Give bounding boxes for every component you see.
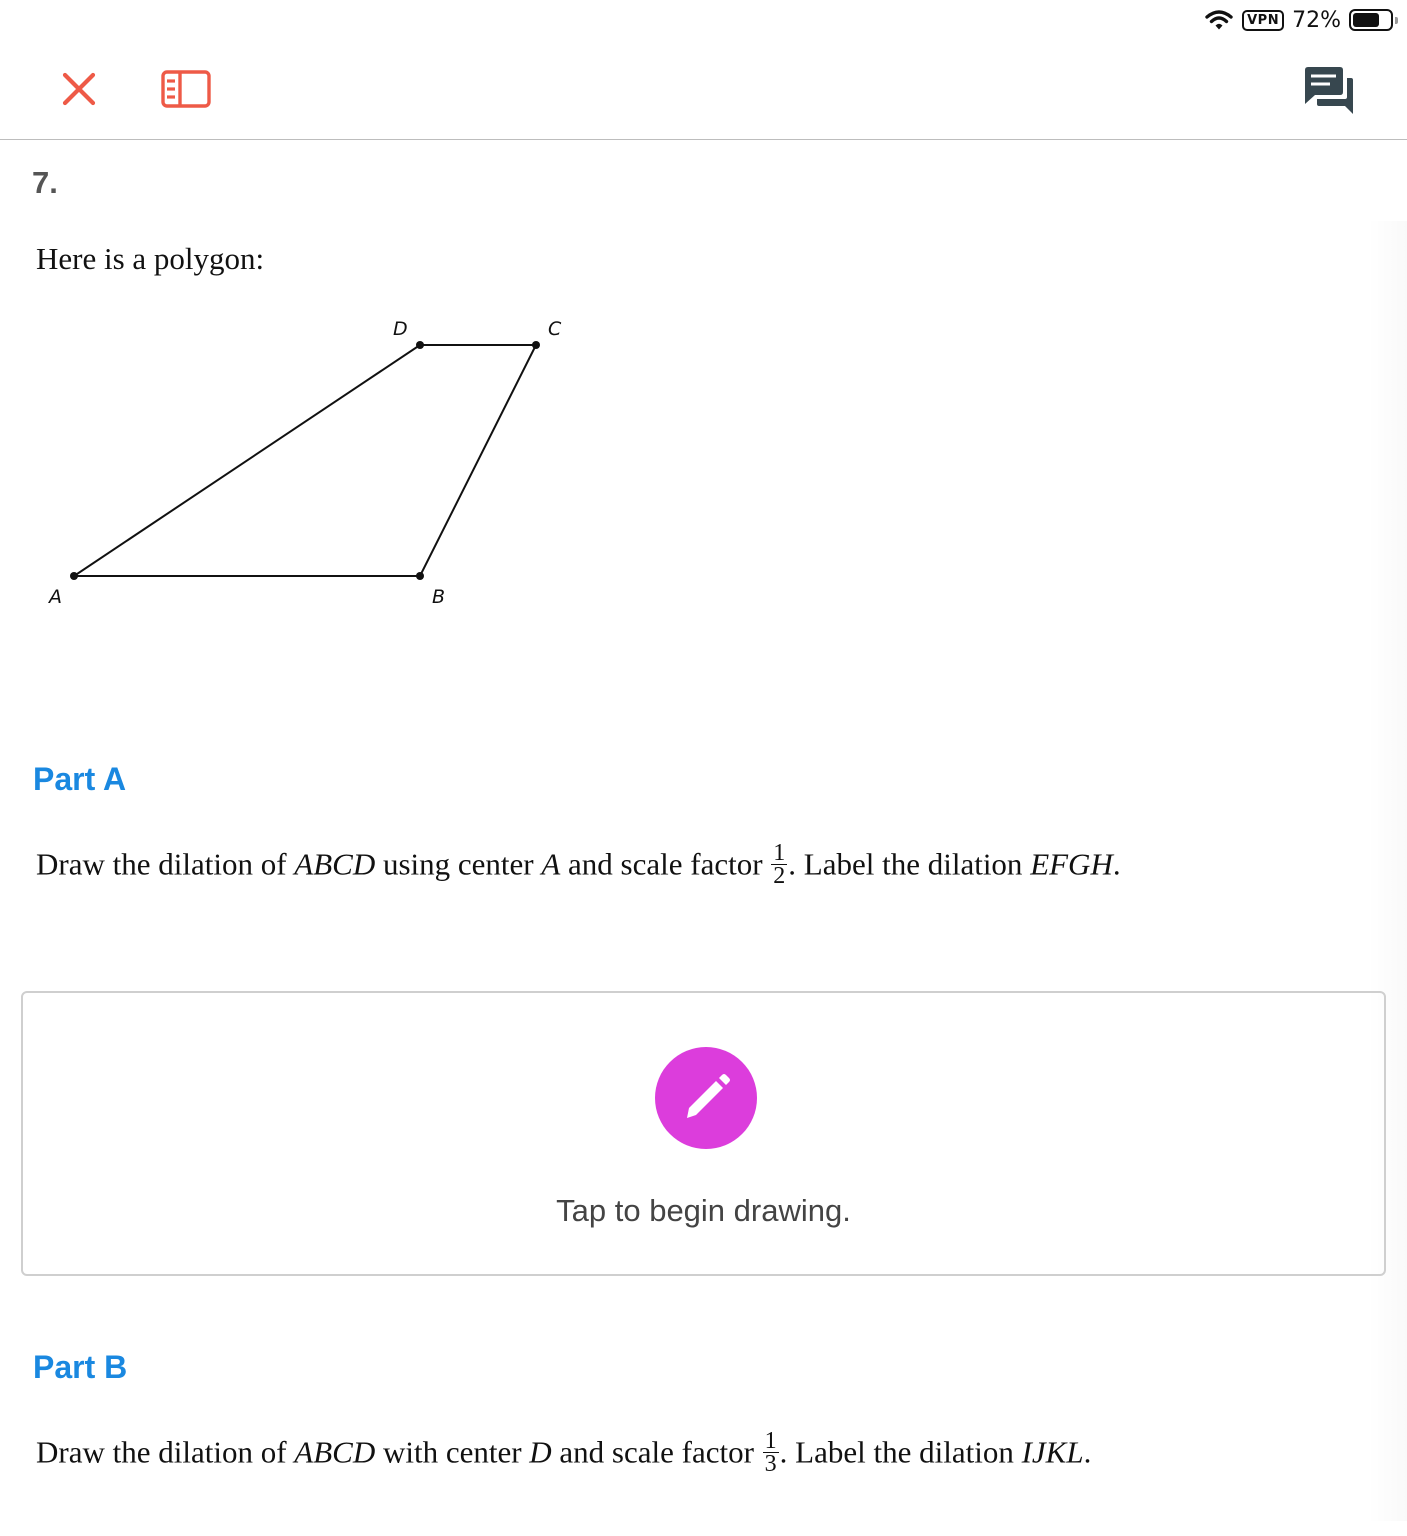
drawing-area[interactable] <box>21 991 1386 1276</box>
close-button[interactable] <box>56 66 102 112</box>
wifi-icon <box>1204 9 1234 31</box>
scale-factor-fraction <box>763 1430 779 1475</box>
part-a-prompt <box>36 840 1121 890</box>
close-icon <box>61 71 97 107</box>
fraction-numerator: 1 <box>764 1428 777 1454</box>
status-bar <box>0 0 1407 40</box>
label-d: D <box>393 318 408 340</box>
battery-percent: 72% <box>1292 7 1341 33</box>
part-b-prompt <box>36 1428 1092 1478</box>
fraction-denominator: 3 <box>764 1451 777 1477</box>
center-point: D <box>529 1434 552 1470</box>
discussion-icon <box>1303 66 1355 116</box>
drawing-hint: Tap to begin drawing. <box>556 1193 851 1228</box>
battery-icon <box>1349 9 1393 31</box>
pencil-icon <box>678 1070 734 1126</box>
begin-drawing-button[interactable] <box>655 1047 757 1149</box>
vertex-a <box>70 572 78 580</box>
prompt-text: . <box>1083 1434 1092 1470</box>
part-a-heading: Part A <box>33 761 127 797</box>
battery-fill <box>1353 13 1379 27</box>
table-of-contents-icon <box>160 69 212 109</box>
vpn-badge: VPN <box>1242 10 1284 31</box>
question-number: 7. <box>32 165 58 200</box>
question-content <box>0 141 1407 1536</box>
polygon-abcd <box>74 345 536 576</box>
prompt-text: and scale factor <box>560 846 771 882</box>
prompt-text: and scale factor <box>551 1434 762 1470</box>
center-point: A <box>541 846 561 882</box>
part-b-heading: Part B <box>33 1349 128 1385</box>
prompt-text: . Label the dilation <box>788 846 1031 882</box>
prompt-text: . <box>1112 846 1121 882</box>
toolbar <box>0 40 1407 140</box>
scale-factor-fraction <box>771 842 787 887</box>
polygon-name: ABCD <box>294 1434 376 1470</box>
polygon-figure <box>36 307 596 617</box>
status-indicators <box>1204 4 1393 36</box>
battery-cap <box>1395 17 1398 24</box>
scroll-edge-shadow <box>1367 221 1407 1521</box>
dilation-label: IJKL <box>1021 1434 1084 1470</box>
vertex-d <box>416 341 424 349</box>
label-c: C <box>548 318 562 340</box>
question-intro: Here is a polygon: <box>36 241 265 276</box>
table-of-contents-button[interactable] <box>158 66 214 112</box>
prompt-text: Draw the dilation of <box>36 1434 295 1470</box>
fraction-denominator: 2 <box>773 863 786 889</box>
label-a: A <box>49 586 62 608</box>
prompt-text: . Label the dilation <box>779 1434 1022 1470</box>
fraction-numerator: 1 <box>773 840 786 866</box>
polygon-name: ABCD <box>294 846 376 882</box>
prompt-text: with center <box>375 1434 530 1470</box>
discussion-button[interactable] <box>1301 64 1357 118</box>
vertex-b <box>416 572 424 580</box>
dilation-label: EFGH <box>1030 846 1113 882</box>
vertex-c <box>532 341 540 349</box>
label-b: B <box>432 586 446 608</box>
prompt-text: Draw the dilation of <box>36 846 295 882</box>
prompt-text: using center <box>375 846 542 882</box>
